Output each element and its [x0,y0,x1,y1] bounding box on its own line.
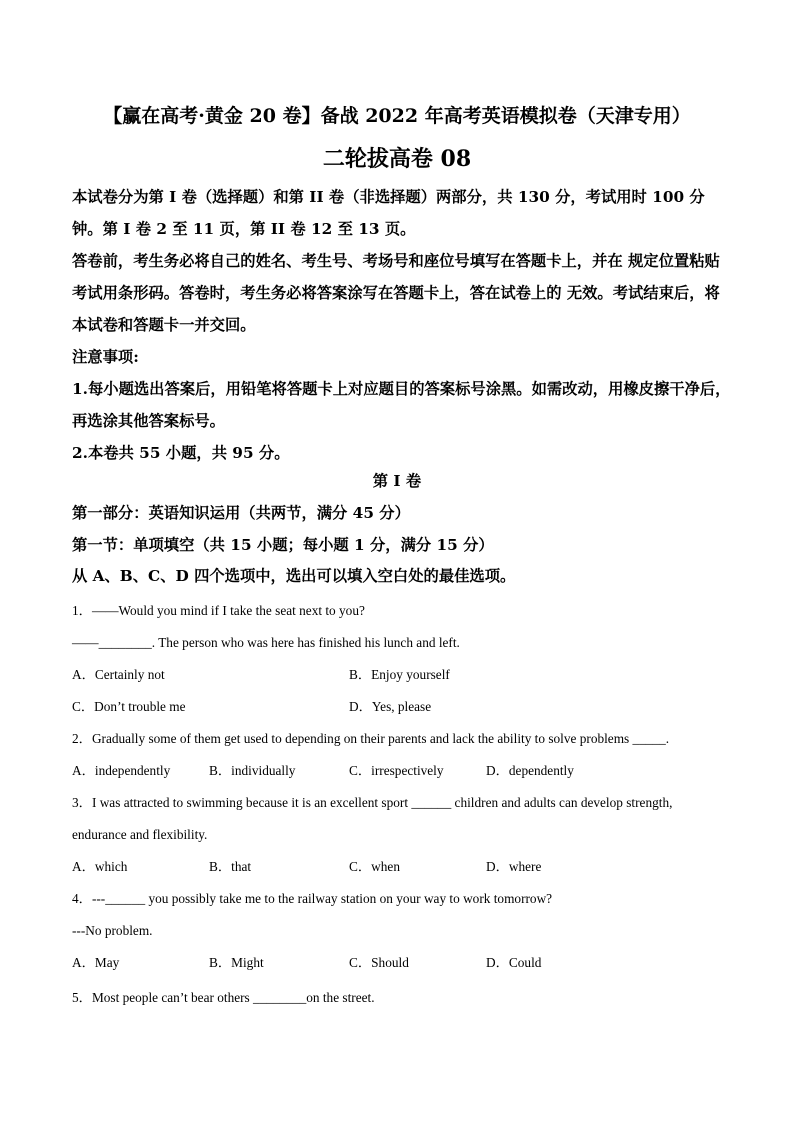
volume-heading: 第 I 卷 [372,472,422,490]
option-d[interactable]: D．dependently [486,763,574,778]
option-d[interactable]: D．Could [486,955,542,970]
option-d[interactable]: D．Yes, please [349,699,432,714]
option-a[interactable]: A．which [72,859,128,874]
option-a[interactable]: A．May [72,955,120,970]
question-stem: 5．Most people can’t bear others ________on the street. [72,990,375,1005]
question-stem: 2．Gradually some of them get used to depending on their parents and lack the ability to solve problems _____. [72,731,670,746]
question-stem: 4．---______ you possibly take me to the railway station on your way to work tomorrow? [72,891,553,906]
exam-title: 【赢在高考·黄金 20 卷】备战 2022 年高考英语模拟卷（天津专用） [103,105,691,127]
option-row [72,755,732,787]
option-c[interactable]: C．Don’t trouble me [72,699,186,714]
option-d[interactable]: D．where [486,859,542,874]
section-instruction: 从 A、B、C、D 四个选项中，选出可以填入空白处的最佳选项。 [72,567,516,585]
option-c[interactable]: C．irrespectively [349,763,444,778]
question-4 [72,883,732,979]
option-row [72,947,732,979]
question-stem: 1．——Would you mind if I take the seat next to you? [72,603,365,618]
option-row [72,691,732,723]
option-b[interactable]: B．that [209,859,252,874]
part-one-heading: 第一部分：英语知识运用（共两节，满分 45 分） [72,504,410,522]
note-item-2: 2.本卷共 55 小题，共 95 分。 [72,444,290,462]
question-2 [72,723,732,787]
intro-paragraph-prep: 答卷前，考生务必将自己的姓名、考生号、考场号和座位号填写在答题卡上，并在 规定位置粘贴考试用条形码。答卷时，考生务必将答案涂写在答题卡上，答在试卷上的 无效。考试结束后，将本试卷和答题卡一并交回。 [72,252,720,334]
question-stem: 3．I was attracted to swimming because it is an excellent sport ______ children and adults can develop strength, [72,795,673,810]
question-3 [72,787,732,883]
exam-subtitle: 二轮拔高卷 08 [322,146,472,172]
option-b[interactable]: B．Might [209,955,264,970]
option-c[interactable]: C．when [349,859,400,874]
option-c[interactable]: C．Should [349,955,409,970]
option-a[interactable]: A．independently [72,763,171,778]
part-headings [72,498,732,593]
exam-instructions [72,181,732,469]
notes-heading: 注意事项: [72,348,139,366]
option-a[interactable]: A．Certainly not [72,667,165,682]
option-row [72,659,732,691]
question-stem: ——________. The person who was here has finished his lunch and left. [72,635,460,650]
option-b[interactable]: B．Enjoy yourself [349,667,450,682]
question-5 [72,982,732,1014]
question-stem: endurance and flexibility. [72,827,208,842]
question-1 [72,595,732,723]
note-item-1: 1.每小题选出答案后，用铅笔将答题卡上对应题目的答案标号涂黑。如需改动，用橡皮擦干净后，再选涂其他答案标号。 [72,380,731,430]
question-stem: ---No problem. [72,923,153,938]
option-b[interactable]: B．individually [209,763,296,778]
intro-paragraph-structure: 本试卷分为第 I 卷（选择题）和第 II 卷（非选择题）两部分，共 130 分，考试用时 100 分钟。第 I 卷 2 至 11 页，第 II 卷 12 至 13 页。 [72,188,705,238]
section-one-heading: 第一节：单项填空（共 15 小题；每小题 1 分，满分 15 分） [72,535,494,554]
option-row [72,851,732,883]
question-list [72,595,732,1014]
